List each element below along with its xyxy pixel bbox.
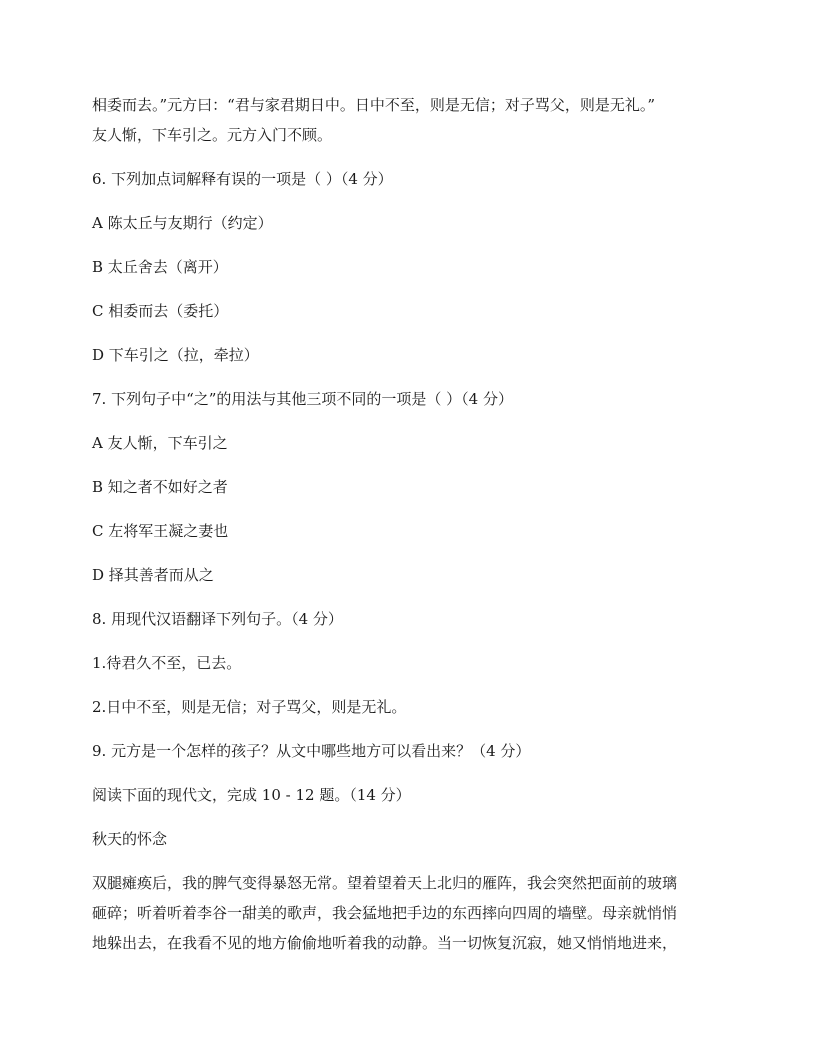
section-intro: 阅读下面的现代文，完成 10 - 12 题。（14 分） [92,786,411,804]
question-option: B 知之者不如好之者 [92,478,228,496]
document-page [92,90,732,958]
question-option: A 友人惭，下车引之 [92,434,228,452]
question-option: D 择其善者而从之 [92,566,214,584]
question-stem: 6. 下列加点词解释有误的一项是（ ）（4 分） [92,170,393,188]
question-option: 2.日中不至，则是无信；对子骂父，则是无礼。 [92,698,407,716]
question-9 [92,736,732,766]
article-body [92,868,732,958]
question-6 [92,164,732,370]
passage-tail [92,90,732,150]
question-option: C 左将军王凝之妻也 [92,522,229,540]
article-line: 地躲出去，在我看不见的地方偷偷地听着我的动静。当一切恢复沉寂，她又悄悄地进来， [92,934,678,952]
question-stem: 8. 用现代汉语翻译下列句子。（4 分） [92,610,343,628]
question-8 [92,604,732,722]
passage-line: 友人惭，下车引之。元方入门不顾。 [92,126,333,144]
question-option: C 相委而去（委托） [92,302,229,320]
passage-line: 相委而去。”元方曰：“君与家君期日中。日中不至，则是无信；对子骂父，则是无礼。” [92,96,656,114]
question-7 [92,384,732,590]
question-option: B 太丘舍去（离开） [92,258,228,276]
article-title: 秋天的怀念 [92,830,168,848]
question-stem: 9. 元方是一个怎样的孩子？从文中哪些地方可以看出来？（4 分） [92,742,531,760]
question-option: A 陈太丘与友期行（约定） [92,214,273,232]
question-option: D 下车引之（拉，牵拉） [92,346,259,364]
article-line: 砸碎；听着听着李谷一甜美的歌声，我会猛地把手边的东西摔向四周的墙壁。母亲就悄悄 [92,904,678,922]
question-option: 1.待君久不至，已去。 [92,654,242,672]
question-stem: 7. 下列句子中“之”的用法与其他三项不同的一项是（ ）（4 分） [92,390,513,408]
article-line: 双腿瘫痪后，我的脾气变得暴怒无常。望着望着天上北归的雁阵，我会突然把面前的玻璃 [92,874,678,892]
